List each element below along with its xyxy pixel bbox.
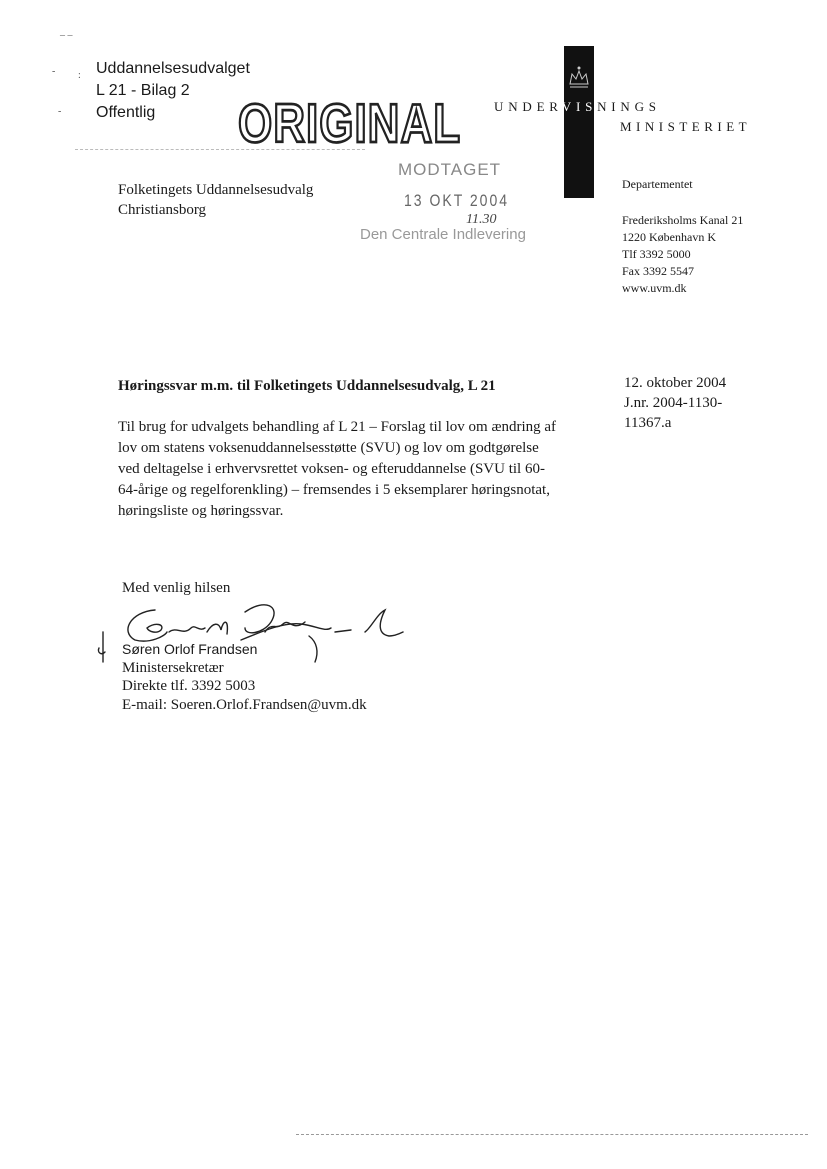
letter-meta <box>624 373 726 433</box>
logo-word-c: NINGS <box>597 99 661 114</box>
signatory-name: Søren Orlof Frandsen <box>122 641 258 657</box>
header-committee: Uddannelsesudvalget <box>96 60 250 77</box>
body-line: lov om statens voksenuddannelsesstøtte (SVU) og lov om godtgørelse <box>118 440 539 456</box>
journal-number: J.nr. 2004-1130- <box>624 395 723 411</box>
address-line: Frederiksholms Kanal 21 <box>622 213 744 227</box>
received-stamp-date: 13 OKT 2004 <box>404 190 510 210</box>
document-header <box>96 58 250 124</box>
scan-mark: - <box>52 66 56 77</box>
received-stamp-office: Den Centrale Indlevering <box>360 226 526 243</box>
received-stamp-time: 11.30 <box>466 212 497 227</box>
ministry-logo-line2: MINISTERIET <box>620 119 752 134</box>
website: www.uvm.dk <box>622 281 687 295</box>
recipient-place: Christiansborg <box>118 202 207 218</box>
letter-date: 12. oktober 2004 <box>624 375 727 391</box>
logo-word-b: VIS <box>561 99 598 114</box>
divider <box>296 1134 808 1135</box>
fax: Fax 3392 5547 <box>622 264 694 278</box>
header-status: Offentlig <box>96 104 156 121</box>
scan-mark: – – <box>60 30 73 41</box>
crown-icon <box>564 58 594 98</box>
sender-department: Departementet <box>622 177 693 191</box>
recipient-name: Folketingets Uddannelsesudvalg <box>118 182 314 198</box>
sender-address <box>622 212 743 297</box>
original-stamp: ORIGINAL <box>238 93 462 155</box>
phone: Tlf 3392 5000 <box>622 247 691 261</box>
signatory-email: E-mail: Soeren.Orlof.Frandsen@uvm.dk <box>122 696 367 713</box>
signatory-direct-phone: Direkte tlf. 3392 5003 <box>122 678 256 694</box>
ministry-logo-line1 <box>494 99 661 115</box>
header-bill: L 21 - Bilag 2 <box>96 82 190 99</box>
logo-word-a: UNDER <box>494 99 562 114</box>
address-line: 1220 København K <box>622 230 716 244</box>
body-line: Til brug for udvalgets behandling af L 21 – Forslag til lov om ændring af <box>118 419 557 435</box>
body-line: høringsliste og høringssvar. <box>118 503 284 519</box>
divider <box>75 149 365 150</box>
body-line: ved deltagelse i erhvervsrettet voksen- og efteruddannelse (SVU til 60- <box>118 461 545 477</box>
signature-block <box>122 640 367 714</box>
scan-mark: - <box>58 106 62 117</box>
signatory-title: Ministersekretær <box>122 659 224 676</box>
letter-subject: Høringssvar m.m. til Folketingets Uddannelsesudvalg, L 21 <box>118 378 496 394</box>
recipient-block <box>118 180 313 220</box>
scan-mark: : <box>78 70 81 81</box>
closing: Med venlig hilsen <box>122 580 231 596</box>
body-line: 64-årige og regelforenkling) – fremsendes i 5 eksemplarer høringsnotat, <box>118 482 550 498</box>
ministry-logo-bar <box>564 46 594 198</box>
journal-number-cont: 11367.a <box>624 415 672 431</box>
received-stamp-label: MODTAGET <box>398 160 502 179</box>
letter-body <box>118 417 588 522</box>
